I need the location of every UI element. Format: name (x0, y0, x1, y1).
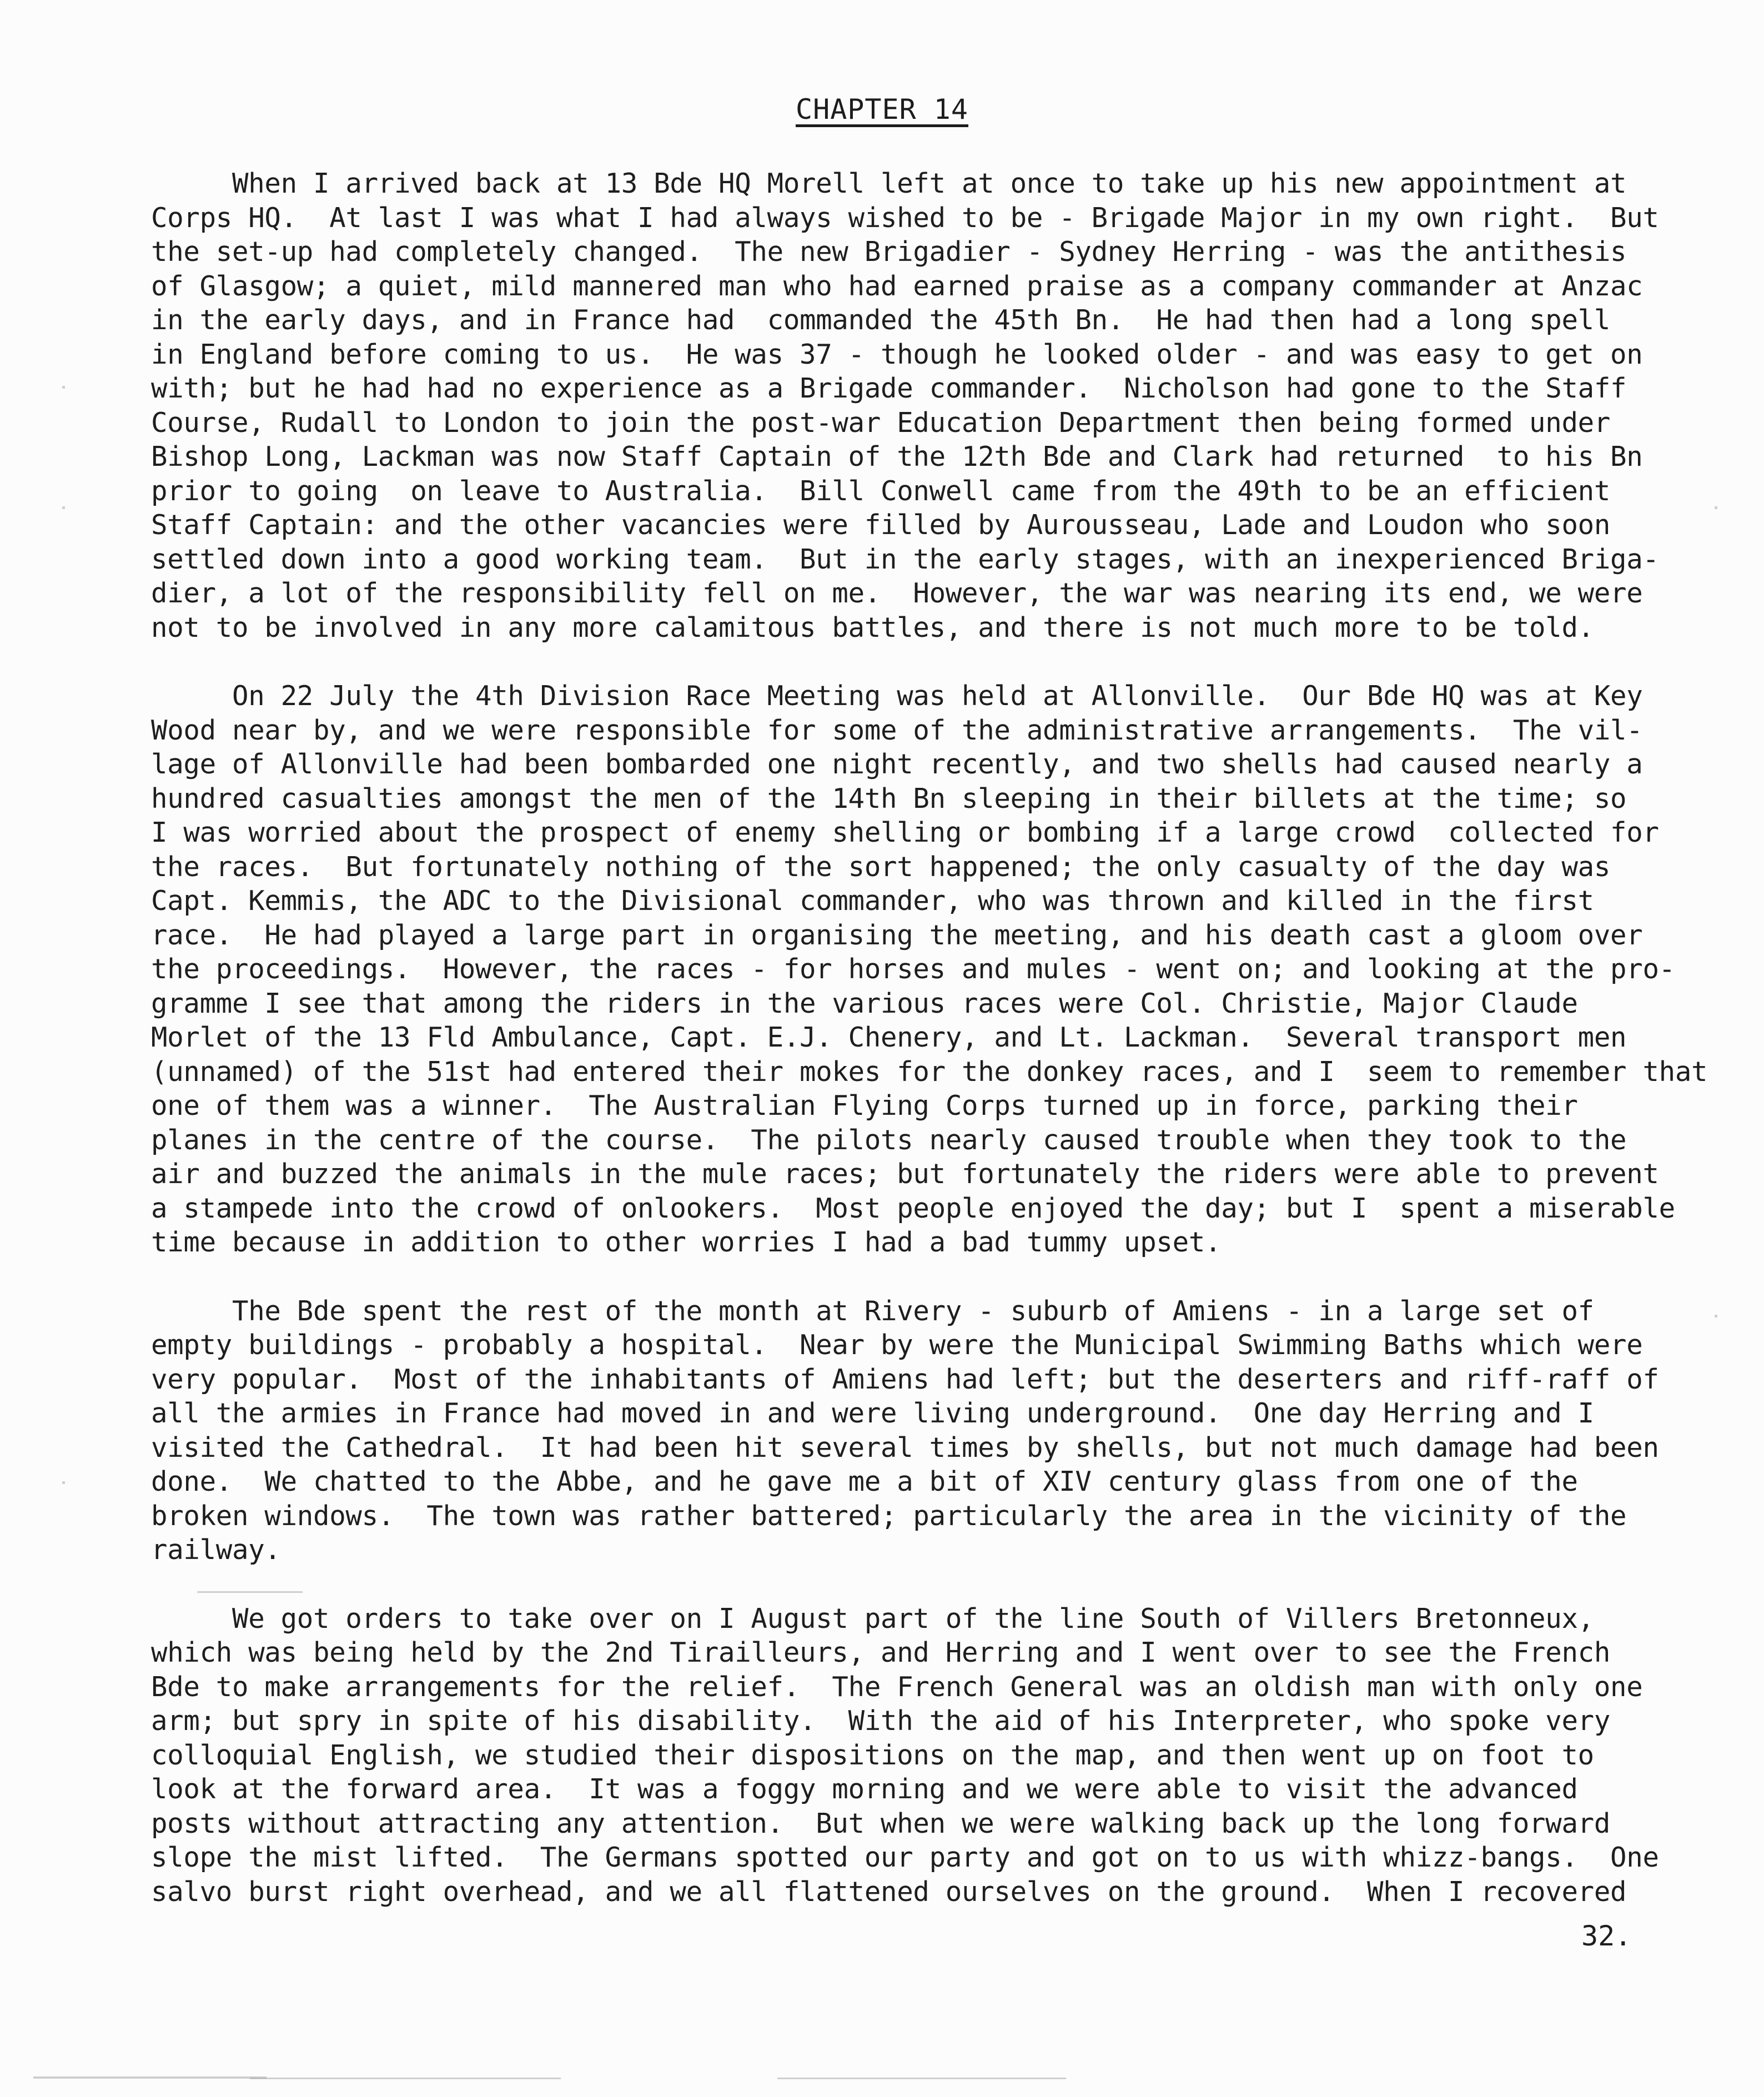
text-line: Staff Captain: and the other vacancies were filled by Aurousseau, Lade and Loudon who soon (151, 509, 1611, 541)
text-line: Course, Rudall to London to join the post-war Education Department then being formed under (151, 406, 1611, 439)
text-line: which was being held by the 2nd Tirailleurs, and Herring and I went over to see the French (151, 1637, 1611, 1668)
text-line: the set-up had completely changed. The new Brigadier - Sydney Herring - was the antithesis (151, 236, 1627, 268)
text-line: On 22 July the 4th Division Race Meeting was held at Allonville. Our Bde HQ was at Key (151, 680, 1643, 712)
text-line: Morlet of the 13 Fld Ambulance, Capt. E.J. Chenery, and Lt. Lackman. Several transport men (151, 1022, 1627, 1053)
text-line: the proceedings. However, the races - for horses and mules - went on; and looking at the pro- (151, 953, 1675, 985)
scan-artifact-margin-dot (1715, 1315, 1717, 1317)
paragraph-1 (151, 167, 1683, 645)
text-line: railway. (151, 1534, 281, 1566)
text-line: race. He had played a large part in organising the meeting, and his death cast a gloom over (151, 919, 1643, 951)
text-line: visited the Cathedral. It had been hit several times by shells, but not much damage had been (151, 1431, 1659, 1464)
scan-artifact-rule (197, 1591, 303, 1593)
text-line: I was worried about the prospect of enemy shelling or bombing if a large crowd collected for (151, 817, 1659, 848)
scan-artifact-margin-dot (62, 386, 65, 389)
text-line: time because in addition to other worries I had a bad tummy upset. (151, 1226, 1222, 1258)
text-line: in England before coming to us. He was 37 - though he looked older - and was easy to get on (151, 338, 1643, 370)
text-line: lage of Allonville had been bombarded one night recently, and two shells had caused nearly a (151, 748, 1643, 780)
text-line: one of them was a winner. The Australian Flying Corps turned up in force, parking their (151, 1090, 1578, 1122)
text-line: the races. But fortunately nothing of the sort happened; the only casualty of the day was (151, 851, 1611, 883)
text-line: arm; but spry in spite of his disability. With the aid of his Interpreter, who spoke very (151, 1705, 1611, 1737)
text-line: colloquial English, we studied their dispositions on the map, and then went up on foot to (151, 1739, 1594, 1771)
text-line: When I arrived back at 13 Bde HQ Morell left at once to take up his new appointment at (151, 168, 1627, 199)
paragraph-2 (151, 679, 1708, 1260)
text-line: broken windows. The town was rather battered; particularly the area in the vicinity of the (151, 1500, 1627, 1532)
text-line: The Bde spent the rest of the month at Rivery - suburb of Amiens - in a large set of (151, 1295, 1594, 1327)
text-line: Capt. Kemmis, the ADC to the Divisional commander, who was thrown and killed in the first (151, 885, 1594, 917)
text-line: empty buildings - probably a hospital. Near by were the Municipal Swimming Baths which were (151, 1329, 1643, 1361)
text-line: posts without attracting any attention. But when we were walking back up the long forward (151, 1807, 1611, 1839)
text-line: not to be involved in any more calamitous battles, and there is not much more to be told. (151, 611, 1594, 643)
text-line: very popular. Most of the inhabitants of Amiens had left; but the deserters and riff-raff of (151, 1363, 1659, 1395)
text-line: of Glasgow; a quiet, mild mannered man who had earned praise as a company commander at Anzac (151, 270, 1643, 302)
text-line: Wood near by, and we were responsible for some of the administrative arrangements. The vil- (151, 714, 1643, 746)
text-line: a stampede into the crowd of onlookers. Most people enjoyed the day; but I spent a miserable (151, 1192, 1675, 1224)
text-line: We got orders to take over on I August part of the line South of Villers Bretonneux, (151, 1602, 1594, 1635)
chapter-title: CHAPTER 14 (795, 93, 969, 125)
text-line: hundred casualties amongst the men of the 14th Bn sleeping in their billets at the time; so (151, 782, 1627, 814)
text-line: in the early days, and in France had commanded the 45th Bn. He had then had a long spell (151, 304, 1611, 336)
text-line: Corps HQ. At last I was what I had always wished to be - Brigade Major in my own right. But (151, 202, 1659, 234)
text-line: look at the forward area. It was a foggy morning and we were able to visit the advanced (151, 1773, 1578, 1805)
scan-artifact-bottom-right (777, 2078, 1066, 2079)
text-line: planes in the centre of the course. The pilots nearly caused trouble when they took to the (151, 1124, 1627, 1156)
text-line: gramme I see that among the riders in the various races were Col. Christie, Major Claude (151, 987, 1578, 1019)
text-line: Bde to make arrangements for the relief. The French General was an oldish man with only one (151, 1671, 1643, 1703)
scan-artifact-margin-dot (62, 506, 65, 509)
scan-artifact-bottom-center (250, 2078, 561, 2079)
scan-artifact-margin-dot (62, 1481, 65, 1484)
text-line: done. We chatted to the Abbe, and he gave me a bit of XIV century glass from one of the (151, 1466, 1578, 1497)
scan-artifact-bottom-left (33, 2076, 267, 2079)
text-line: salvo burst right overhead, and we all flattened ourselves on the ground. When I recovered (151, 1875, 1627, 1908)
paragraph-4 (151, 1602, 1683, 1909)
text-line: settled down into a good working team. But in the early stages, with an inexperienced Briga- (151, 543, 1659, 575)
text-line: (unnamed) of the 51st had entered their mokes for the donkey races, and I seem to remember that (151, 1055, 1708, 1088)
text-line: dier, a lot of the responsibility fell on me. However, the war was nearing its end, we were (151, 577, 1643, 609)
body-text (151, 167, 1708, 1943)
text-line: air and buzzed the animals in the mule races; but fortunately the riders were able to prevent (151, 1158, 1659, 1190)
text-line: Bishop Long, Lackman was now Staff Captain of the 12th Bde and Clark had returned to his Bn (151, 441, 1643, 472)
text-line: all the armies in France had moved in and were living underground. One day Herring and I (151, 1397, 1594, 1429)
scan-artifact-margin-dot (1715, 506, 1717, 509)
text-line: with; but he had had no experience as a Brigade commander. Nicholson had gone to the Staff (151, 373, 1627, 404)
paragraph-3 (151, 1294, 1683, 1567)
text-line: prior to going on leave to Australia. Bill Conwell came from the 49th to be an efficient (151, 475, 1611, 507)
text-line: slope the mist lifted. The Germans spotted our party and got on to us with whizz-bangs. One (151, 1842, 1659, 1873)
page-number: 32. (1581, 1920, 1632, 1952)
